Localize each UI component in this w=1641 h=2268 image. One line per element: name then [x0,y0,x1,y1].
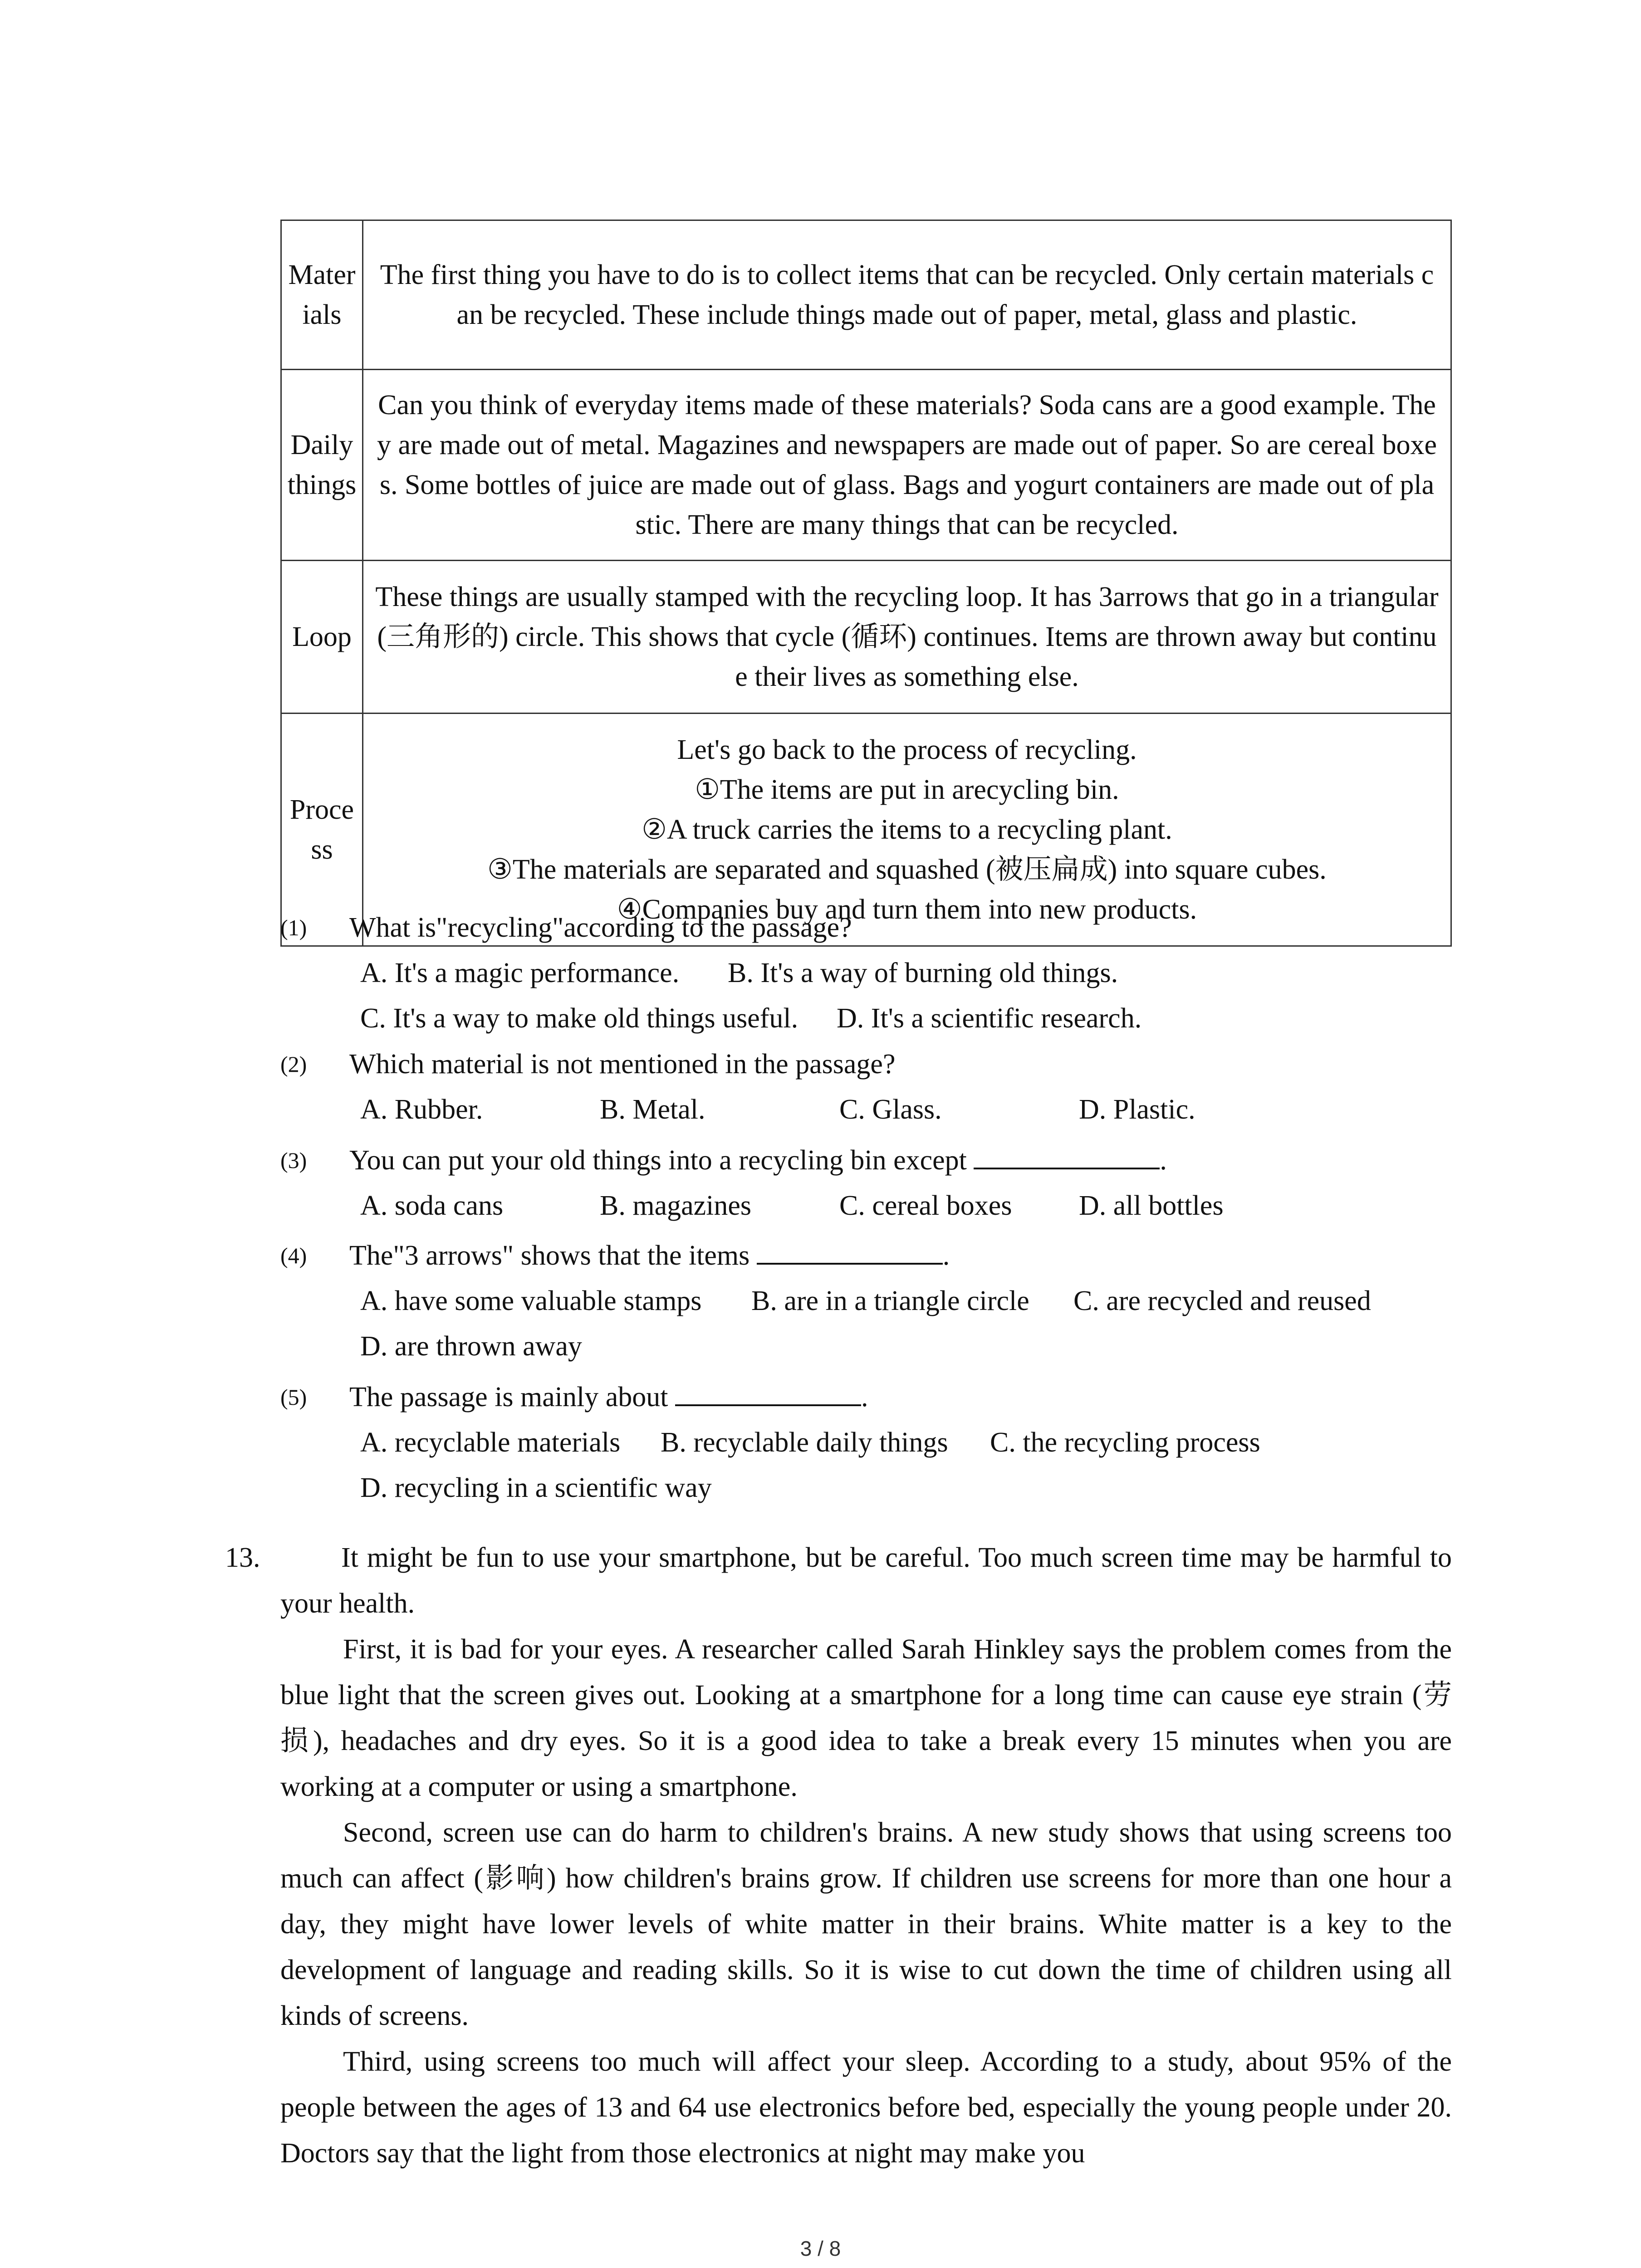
option-row [360,1183,1224,1228]
option-row [360,950,1118,996]
question-number: (3) [280,1148,307,1173]
page-number: 3 / 8 [800,2237,841,2260]
question-end: . [1160,1145,1167,1176]
option-row [360,1278,1371,1324]
answer-blank[interactable] [974,1141,1160,1169]
question-text [349,1374,868,1420]
question-text: What is"recycling"according to the passage? [349,912,852,943]
row-content [363,220,1451,370]
option-d[interactable]: D. are thrown away [360,1331,582,1362]
option-a[interactable]: A. recyclable materials [360,1427,621,1458]
option-c[interactable]: C. cereal boxes [839,1190,1012,1221]
question-number: (4) [280,1243,307,1268]
question-end: . [861,1382,868,1413]
question-number: (2) [280,1051,307,1077]
content-line: Let's go back to the process of recycling. [677,734,1137,765]
question-text [349,1138,1167,1183]
option-d[interactable]: D. all bottles [1079,1190,1224,1221]
content-line: ④Companies buy and turn them into new products. [617,894,1197,925]
question-stem: The passage is mainly about [349,1382,668,1413]
row-header: Process [281,714,363,946]
option-b[interactable]: B. Metal. [600,1094,705,1125]
reading-passage [225,1535,1452,2176]
option-row [360,1324,582,1369]
option-a[interactable]: A. It's a magic performance. [360,958,680,988]
passage-number: 13. [225,1542,260,1573]
option-d[interactable]: D. recycling in a scientific way [360,1472,712,1503]
option-row [360,1465,712,1510]
question-text: Which material is not mentioned in the passage? [349,1049,896,1080]
row-content [363,370,1451,561]
paragraph: Second, screen use can do harm to children's brains. A new study shows that using screens too much can affect (影响) how children's brains grow. If children use screens for more than one hour a day, they might have lower levels of white matter in their brains. White matter is a key to the development of language and reading skills. So it is wise to cut down the time of children using all kinds of screens. [280,1817,1452,2031]
question-number: (5) [280,1384,307,1410]
question-end: . [942,1240,950,1271]
option-c[interactable]: C. It's a way to make old things useful. [360,1003,798,1034]
option-d[interactable]: D. Plastic. [1079,1094,1195,1125]
content-line: ②A truck carries the items to a recycling plant. [642,814,1172,845]
option-b[interactable]: B. are in a triangle circle [751,1286,1029,1316]
option-row [360,1087,1195,1132]
row-content [363,561,1451,714]
option-b[interactable]: B. recyclable daily things [661,1427,948,1458]
table-row [281,370,1451,561]
table-row [281,220,1451,370]
option-b[interactable]: B. It's a way of burning old things. [728,958,1118,988]
content-line: ③The materials are separated and squashed (被压扁成) into square cubes. [487,854,1327,885]
option-row [360,996,1141,1041]
option-c[interactable]: C. the recycling process [990,1427,1260,1458]
paragraph: First, it is bad for your eyes. A researcher called Sarah Hinkley says the problem comes from the blue light that the screen gives out. Looking at a smartphone for a long time can cause eye strain (劳损), headaches and dry eyes. So it is a good idea to take a break every 15 minutes when you are working at a computer or using a smartphone. [280,1634,1452,1802]
content-line: ①The items are put in arecycling bin. [695,774,1119,805]
content-line: These things are usually stamped with the recycling loop. It has 3arrows that go in a triangular (三角形的) circle. This shows that cycle (循环) continues. Items are thrown away but continue their lives as something else. [375,582,1439,692]
option-d[interactable]: D. It's a scientific research. [837,1003,1142,1034]
answer-blank[interactable] [757,1237,943,1265]
row-header: Loop [281,561,363,714]
content-line: The first thing you have to do is to collect items that can be recycled. Only certain materials can be recycled. These include things made out of paper, metal, glass and plastic. [380,259,1434,330]
question-text [349,1233,950,1278]
question-number: (1) [280,915,307,940]
recycling-table [280,220,1452,947]
option-row [360,1420,1260,1465]
option-a[interactable]: A. Rubber. [360,1094,483,1125]
question-stem: You can put your old things into a recycling bin except [349,1145,967,1176]
content-line: Can you think of everyday items made of these materials? Soda cans are a good example. They are made out of metal. Magazines and newspapers are made out of paper. So are cereal boxes. Some bottles of juice are made out of glass. Bags and yogurt containers are made out of plastic. There are many things that can be recycled. [377,390,1437,540]
paragraph: It might be fun to use your smartphone, but be careful. Too much screen time may be harmful to your health. [280,1542,1452,1619]
table-row [281,561,1451,714]
question-stem: The"3 arrows" shows that the items [349,1240,750,1271]
option-a[interactable]: A. soda cans [360,1190,504,1221]
row-header: Materials [281,220,363,370]
option-c[interactable]: C. Glass. [839,1094,942,1125]
option-a[interactable]: A. have some valuable stamps [360,1286,702,1316]
paragraph: Third, using screens too much will affect your sleep. According to a study, about 95% of the people between the ages of 13 and 64 use electronics before bed, especially the young people under 20. Doctors say that the light from those electronics at night may make you [280,2046,1452,2169]
option-b[interactable]: B. magazines [600,1190,752,1221]
option-c[interactable]: C. are recycled and reused [1073,1286,1371,1316]
row-header: Daily things [281,370,363,561]
answer-blank[interactable] [675,1378,861,1406]
